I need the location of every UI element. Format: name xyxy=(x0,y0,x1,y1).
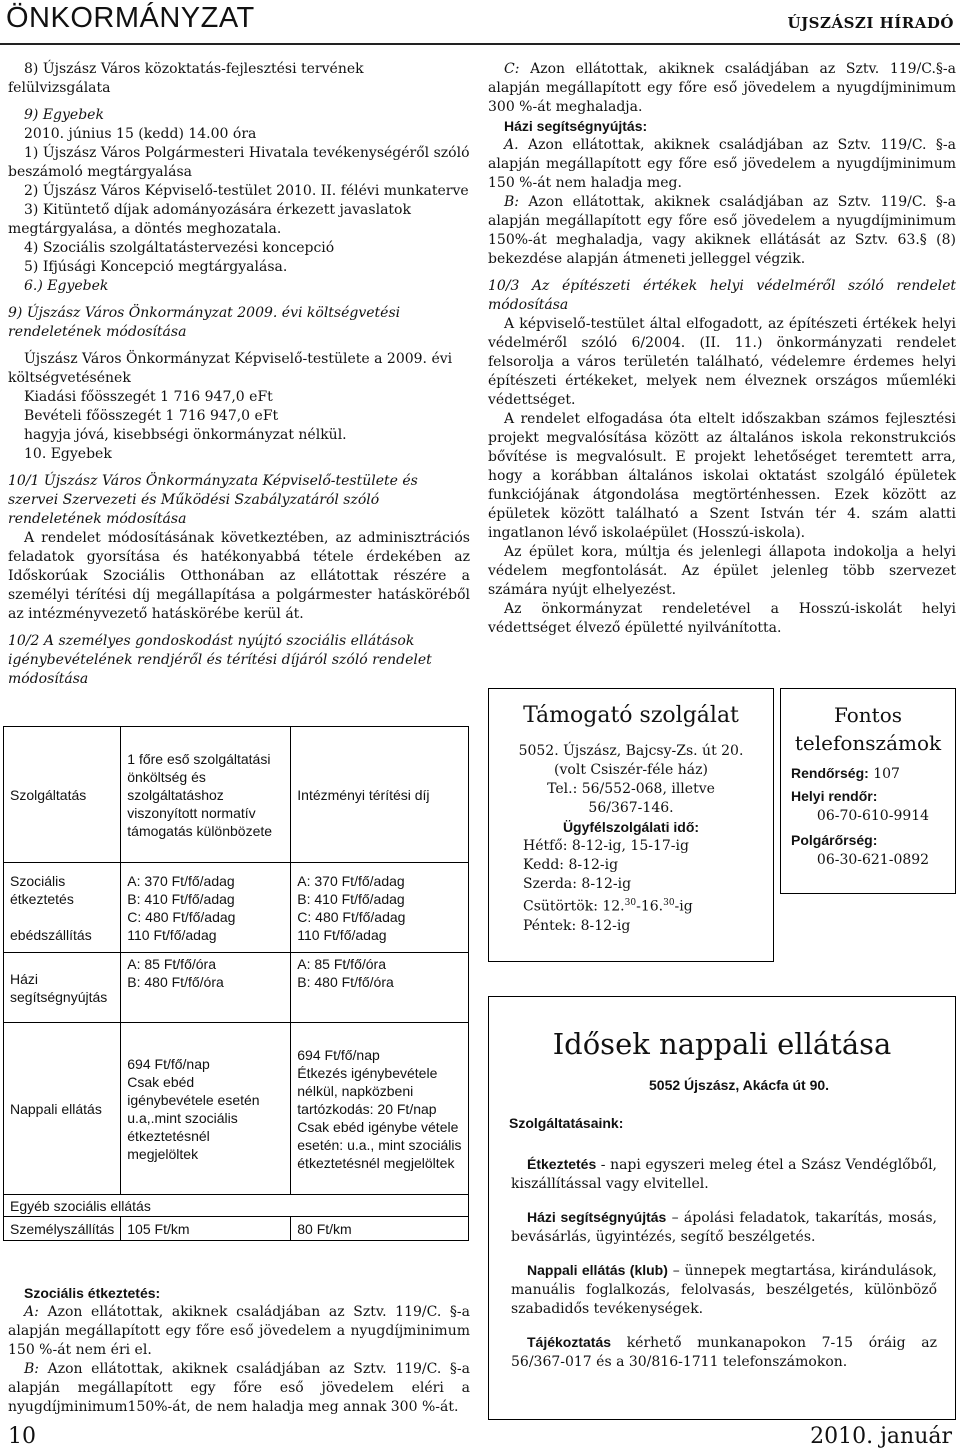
section-heading: 10/1 Újszász Város Önkormányzata Képviselő-testülete és szervei Szervezeti és Működési Szabályzatáról szóló rendeletének módosítása xyxy=(8,473,418,527)
left-bottom-text xyxy=(8,1284,470,1417)
section-heading: 10/2 A személyes gondoskodást nyújtó szociális ellátások igénybevételének rendjéről és térítési díjáról szóló rendelet módosítása xyxy=(8,633,432,687)
phone-numbers-box xyxy=(780,688,956,894)
service-item: Étkeztetés - napi egyszeri meleg étel a Szász Vendéglőből, kiszállítással vagy elvitellel. xyxy=(511,1156,937,1192)
services-heading: Szolgáltatásaink: xyxy=(509,1115,624,1131)
body-text: A. Azon ellátottak, akiknek családjában az Sztv. 119/C. §-a alapján megállapított egy főre eső jövedelem a nyugdíjminimum 150 %-át nem haladja meg. xyxy=(488,137,956,191)
agenda-item: 3) Kitüntető díjak adományozására érkezett javaslatok megtárgyalása, a döntés meghozatala. xyxy=(8,202,411,237)
body-text: Újszász Város Önkormányzat Képviselő-testülete a 2009. évi költségvetésének xyxy=(8,351,453,386)
phone: 56/367-146. xyxy=(588,800,674,816)
box-body xyxy=(791,763,955,870)
table-row xyxy=(4,953,469,1023)
phone-value: 06-30-621-0892 xyxy=(816,852,930,868)
body-text: 10. Egyebek xyxy=(24,446,112,462)
body-text: hagyja jóvá, kisebbségi önkormányzat nélkül. xyxy=(24,427,347,443)
subsection-heading: Szociális étkeztetés: xyxy=(24,1285,161,1301)
agenda-item: 9) Egyebek xyxy=(24,107,104,123)
service-item: Nappali ellátás (klub) – ünnepek megtartása, kirándulások, manuális foglalkozás, felolvasás, beszélgetés, különböző szabadidős tevékenységek. xyxy=(511,1262,937,1317)
box-body xyxy=(489,742,773,837)
left-column-agenda xyxy=(8,60,470,689)
table-cell: Személyszállítás xyxy=(4,1217,121,1241)
body-text: A: Azon ellátottak, akiknek családjában az Sztv. 119/C. §-a alapján megállapított egy főre eső jövedelem a nyugdíjminimum 150 %-át nem éri el. xyxy=(8,1304,470,1358)
page-number: 10 xyxy=(8,1424,36,1449)
body-text: B: Azon ellátottak, akiknek családjában az Sztv. 119/C. §-a alapján megállapított egy főre eső jövedelem a nyugdíjminimum 150%-át meghaladja, vagy akiknek ellátását az Sztv. 63.§ (8) bekezdése alapján átmeneti jelleggel végzik. xyxy=(488,194,956,267)
body-text: Az épület kora, múltja és jelenlegi állapota indokolja a helyi védelem megfontolását. Az épület jelenleg több szervezet számára nyújt elhelyezést. xyxy=(488,544,956,598)
body-text: C: Azon ellátottak, akiknek családjában az Sztv. 119/C.§-a alapján megállapított egy főre eső jövedelem a nyugdíjminimum 300 %-át meghaladja. xyxy=(488,61,956,115)
address: 5052 Újszász, Akácfa út 90. xyxy=(649,1077,830,1093)
meeting-date: 2010. június 15 (kedd) 14.00 óra xyxy=(24,126,257,142)
table-cell: A: 370 Ft/fő/adag B: 410 Ft/fő/adag C: 480 Ft/fő/adag 110 Ft/fő/adag xyxy=(291,863,469,953)
hours-list xyxy=(523,837,773,936)
table-cell: Nappali ellátás xyxy=(4,1023,121,1195)
table-row xyxy=(4,863,469,953)
agenda-item: 8) Újszász Város közoktatás-fejlesztési tervének felülvizsgálata xyxy=(8,61,364,96)
table-cell: A: 370 Ft/fő/adag B: 410 Ft/fő/adag C: 480 Ft/fő/adag 110 Ft/fő/adag xyxy=(121,863,291,953)
body-text: B: Azon ellátottak, akiknek családjában az Sztv. 119/C. §-a alapján megállapított egy főre eső jövedelem eléri a nyugdíjminimum150%-át, de nem haladja meg annak 300 %-át. xyxy=(8,1361,470,1415)
table-cell: 105 Ft/km xyxy=(121,1217,291,1241)
box-title: Idősek nappali ellátása xyxy=(552,1027,892,1061)
phone-value: 06-70-610-9914 xyxy=(816,808,930,824)
support-service-box xyxy=(488,688,774,962)
table-cell xyxy=(4,863,121,953)
phone: Tel.: 56/552-068, illetve xyxy=(547,781,715,797)
agenda-item: 6.) Egyebek xyxy=(24,278,109,294)
phone-label: Polgárőrség: xyxy=(791,832,878,848)
fee-table xyxy=(3,726,469,1241)
agenda-item: 1) Újszász Város Polgármesteri Hivatala tevékenységéről szóló beszámoló megtárgyalása xyxy=(8,145,470,180)
elderly-daycare-box xyxy=(488,996,956,1420)
table-header-cell: Szolgáltatás xyxy=(4,727,121,863)
phone-entry: Rendőrség: 107 xyxy=(791,765,900,782)
hours-line: Szerda: 8-12-ig xyxy=(523,876,632,892)
body-text: A képviselő-testület által elfogadott, az építészeti értékek helyi védelméről szóló 6/2004. (II. 11.) önkormányzati rendelet felsorolja a város területén található, védelemre érdemes helyi építészeti értékeket, melyek nem élveznek országos műemléki védettséget. xyxy=(488,316,956,408)
publication-title: ÚJSZÁSZI HÍRADÓ xyxy=(787,14,954,32)
body-text: Az önkormányzat rendeletével a Hosszú-iskolát helyi védettséget élvező épületté nyilvánította. xyxy=(488,601,956,636)
table-row xyxy=(4,1217,469,1241)
table-cell: 694 Ft/fő/nap Étkezés igénybevétele nélkül, napközbeni tartózkodás: 20 Ft/nap Csak ebéd igénybe vétele esetén: u.a., mint szociális étkeztetésnél megjelöltek xyxy=(291,1023,469,1195)
address: 5052. Újszász, Bajcsy-Zs. út 20. xyxy=(518,743,744,759)
box-title: Támogató szolgálat xyxy=(523,703,739,728)
section-heading: 9) Újszász Város Önkormányzat 2009. évi költségvetési rendeletének módosítása xyxy=(8,305,401,340)
cell-line: ebédszállítás xyxy=(10,926,92,943)
table-row xyxy=(4,727,469,863)
table-header-cell: Intézményi térítési díj xyxy=(291,727,469,863)
body-text: A rendelet módosításának következtében, az adminisztrációs feladatok gyorsítása és hatékonyabbá tétele érdekében az Időskorúak Szociális Otthonában az ellátottak részére a személyi térítési díj megállapítása a polgármester hatásköréből az intézményvezető hatáskörébe kerül át. xyxy=(8,530,470,622)
section-heading: 10/3 Az építészeti értékek helyi védelméről szóló rendelet módosítása xyxy=(488,278,956,313)
body-text: A rendelet elfogadása óta eltelt időszakban számos fejlesztési projekt megvalósítása között az általános iskola rekonstrukciós bővítése is megvalósult. E projekt lehetőséget teremtett arra, hogy a korábban általános iskolai oktatást szolgáló épületek funkciójának átgondolása megtörténhessen. Ezek között az épületek között található a Szent István tér 4. szám alatti ingatlanon lévő iskolaépület (Hosszú-iskola). xyxy=(488,411,956,541)
hours-heading: Ügyfélszolgálati idő: xyxy=(562,819,700,835)
subsection-heading: Házi segítségnyújtás: xyxy=(504,118,648,134)
table-cell: A: 85 Ft/fő/óra B: 480 Ft/fő/óra xyxy=(121,953,291,1023)
cell-line: Szociális étkeztetés xyxy=(10,872,74,907)
table-cell: 80 Ft/km xyxy=(291,1217,469,1241)
section-title: ÖNKORMÁNYZAT xyxy=(6,2,255,34)
table-cell: A: 85 Ft/fő/óra B: 480 Ft/fő/óra xyxy=(291,953,469,1023)
hours-line: Kedd: 8-12-ig xyxy=(523,857,619,873)
agenda-item: 2) Újszász Város Képviselő-testület 2010. II. félévi munkaterve xyxy=(24,183,469,199)
services-list xyxy=(511,1155,937,1372)
phone-label: Helyi rendőr: xyxy=(791,788,878,804)
right-column-text xyxy=(488,60,956,638)
hours-line: Hétfő: 8-12-ig, 15-17-ig xyxy=(523,838,689,854)
table-cell: Házi segítségnyújtás xyxy=(4,953,121,1023)
service-item: Házi segítségnyújtás – ápolási feladatok, takarítás, mosás, bevásárlás, ügyintézés, segítő beszélgetés. xyxy=(511,1209,937,1245)
table-header-cell: 1 főre eső szolgáltatási önköltség és szolgáltatáshoz viszonyított normatív támogatás különbözete xyxy=(121,727,291,863)
box-title: Fontos telefonszámok xyxy=(794,703,942,755)
issue-date: 2010. január xyxy=(810,1424,952,1449)
agenda-item: 5) Ifjúsági Koncepció megtárgyalása. xyxy=(24,259,288,275)
body-text: Kiadási főösszegét 1 716 947,0 eFt xyxy=(24,389,273,405)
agenda-item: 4) Szociális szolgáltatástervezési koncepció xyxy=(24,240,335,256)
table-cell: 694 Ft/fő/nap Csak ebéd igénybevétele esetén u.a,.mint szociális étkeztetésnél megjelöltek xyxy=(121,1023,291,1195)
header-rule xyxy=(0,43,960,45)
body-text: Bevételi főösszegét 1 716 947,0 eFt xyxy=(24,408,279,424)
table-cell: Egyéb szociális ellátás xyxy=(4,1195,469,1217)
hours-line: Csütörtök: 12.30-16.30-ig xyxy=(523,898,693,915)
table-row xyxy=(4,1023,469,1195)
address-note: (volt Csiszér-féle ház) xyxy=(554,762,708,778)
hours-line: Péntek: 8-12-ig xyxy=(523,917,631,934)
table-row xyxy=(4,1195,469,1217)
service-item: Tájékoztatás kérhető munkanapokon 7-15 óráig az 56/367-017 és a 30/816-1711 telefonszámokon. xyxy=(511,1334,937,1370)
